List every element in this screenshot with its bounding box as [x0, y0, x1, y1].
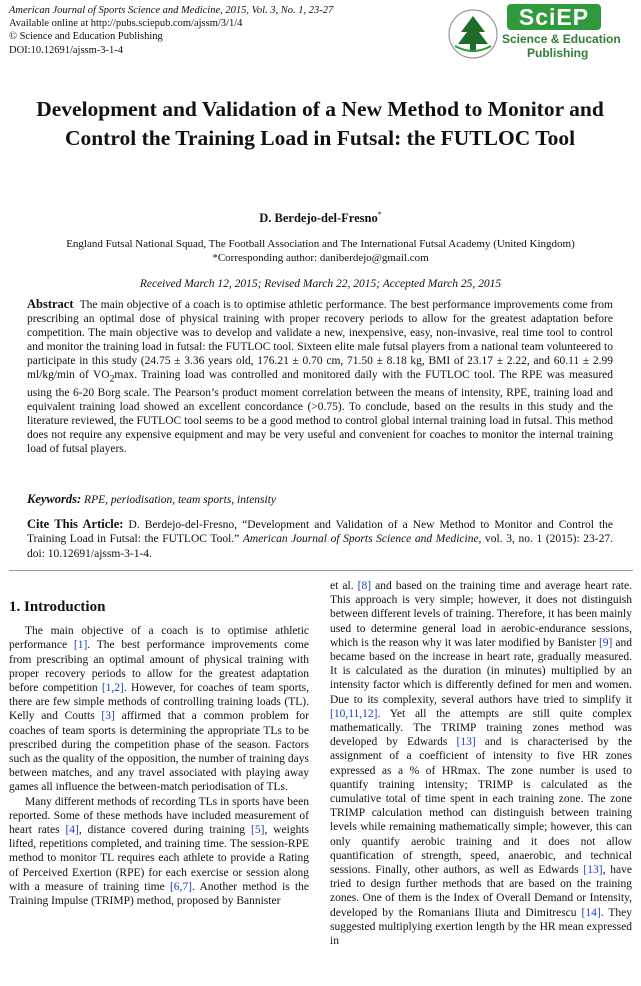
abstract-subscript: 2	[109, 373, 115, 385]
citation-link[interactable]: [5]	[251, 824, 265, 837]
intro-paragraph-2: Many different methods of recording TLs in sports have been reported. Some of these methods have included measurement of heart rates [4], distance covered during training [5], weights lifted, repetitions completed, and training time. The session-RPE method to monitor TL requires each athlete to provide a Rating of Perceived Exertion (RPE) for each exercise or session along with a measure of training time [6,7]. Another method is the Training Impulse (TRIMP) method, proposed by Bannister	[9, 795, 310, 908]
introduction-heading: 1. Introduction	[9, 599, 106, 615]
abstract-text-b: max. Training load was controlled and monitored daily with the FUTLOC tool. The RPE was measured using the 6-20 Borg scale. The Pearson’s product moment correlation between the means of intensity, RPE, training load and equivalent training load showed an excellent concordance (>0.75). To conclude, based on the results in this study and the literature reviewed, the FUTLOC tool seems to be a good method to control global internal training load in futsal. This method does not require any expensive equipment and may be very useful and convenient for coaches to monitor the internal training load of futsal players.	[27, 369, 614, 456]
brand-name: SciEP	[507, 4, 601, 30]
affiliation: England Futsal National Squad, The Football Association and The International Futsal Academy (United Kingdom)	[66, 238, 575, 250]
abstract	[27, 297, 613, 456]
citation-link[interactable]: [4]	[65, 824, 79, 837]
copyright-line: © Science and Education Publishing	[9, 31, 163, 43]
abstract-label: Abstract	[27, 297, 74, 311]
citation-link[interactable]: [3]	[101, 710, 115, 723]
citation-link[interactable]: [6,7]	[169, 880, 192, 893]
intro-paragraph-3: et al. [8] and based on the training time and average heart rate. This approach is very simple; however, it does not distinguish between different levels of training. Therefore, it has been mainly used to determine general load in aerobic-endurance sessions, which is the reason why it was later modified by Banister [9] and became based on the increase in heart rate, gradually measured. It is calculated as the duration (in minutes) multiplied by an intensity factor which is differently defined for men and women. Due to its complexity, several authors have tried to simplify it [10,11,12]. Yet all the attempts are still quite complex mathematically. The TRIMP training zones method was developed by Edwards [13] and is characterised by the assignment of a coefficient of intensity to five HR zones expressed as a % of HRmax. The zone number is used to quantify training intensity; TRIMP is calculated as the cumulative total of time spent in each training zone. The zone TRIMP calculation method can distinguish between training levels while remaining mathematically simple; however, this can only quantify aerobic training and it does not allow quantification of strength, speed, anaerobic, and technical sessions. Finally, other authors, as well as Edwards [13], have tried to design further methods that are based on the training zones. One of them is the Index of Overall Demand or Intensity, developed by the Romanians Iliuta and Dimitrescu [14]. They suggested multiplying exertion length by the HR mean expressed in	[330, 580, 633, 948]
journal-citation: American Journal of Sports Science and Medicine, 2015, Vol. 3, No. 1, 23-27	[9, 5, 334, 16]
right-column	[330, 579, 632, 948]
submission-dates: Received March 12, 2015; Revised March 22, 2015; Accepted March 25, 2015	[139, 278, 502, 290]
keywords-text: RPE, periodisation, team sports, intensity	[84, 494, 277, 506]
abstract-text-a: The main objective of a coach is to optimise athletic performance. The best performance improvements come from prescribing an optimal dose of physical training with proper recovery periods to allow for the greatest adaptation before competition. The main objective was to develop and validate a new, inexpensive, easy, non-invasive, real time tool to control and monitor the training load in futsal: the FUTLOC tool. Sixteen elite male futsal players from a national team volunteered to participate in this study (24.75 ± 3.36 years old, 176.21 ± 0.70 cm, 71.50 ± 8.18 kg, BMI of 23.17 ± 2.22, and 60.11 ± 2.99 ml/kg/min of VO	[27, 299, 613, 381]
available-online-link[interactable]: Available online at http://pubs.sciepub.com/ajssm/3/1/4	[9, 18, 243, 30]
tree-logo-icon	[447, 8, 499, 60]
keywords	[27, 492, 613, 507]
cite-label: Cite This Article:	[27, 517, 124, 531]
left-column	[9, 600, 309, 908]
cite-this-article	[27, 517, 613, 561]
citation-link[interactable]: [9]	[598, 636, 613, 649]
keywords-label: Keywords:	[27, 492, 82, 506]
paper-title: Development and Validation of a New Method to Monitor and Control the Training Load in Futsal: the FUTLOC Tool	[36, 97, 604, 150]
corresponding-author: *Corresponding author: daniberdejo@gmail.com	[212, 251, 429, 264]
citation-link[interactable]: [8]	[357, 580, 372, 592]
citation-link[interactable]: [13]	[456, 736, 476, 749]
section-divider	[9, 570, 633, 571]
intro-paragraph-1: The main objective of a coach is to optimise athletic performance [1]. The best performance improvements come from prescribing an optimal amount of physical training with proper recovery periods to allow for the greatest adaptation before competition [1,2]. However, for coaches of team sports, there are few simple methods of controlling training loads (TL). Kelly and Coutts [3] affirmed that a common problem for coaches of team sports is determining the appropriate TLs to be prescribed during the competition phase of the season. Factors such as the quality of the opposition, the number of training days between matches, and any travel associated with playing away games all influence the between-match periodisation of TLs.	[9, 625, 309, 794]
cite-text-a: D. Berdejo-del-Fresno, “Development and Validation of a New Method to Monitor and Control the Training Load in Futsal: the FUTLOC Tool.”	[27, 519, 613, 546]
cite-journal: American Journal of Sports Science and Medicine	[242, 533, 479, 546]
journal-header	[9, 4, 429, 57]
citation-link[interactable]: [10,11,12]	[330, 707, 378, 720]
author-mark: *	[377, 210, 382, 219]
author-line	[0, 210, 641, 226]
brand-tagline-2: Publishing	[527, 46, 589, 60]
citation-link[interactable]: [13]	[583, 864, 603, 877]
citation-link[interactable]: [1]	[73, 639, 88, 652]
cite-text-b: , vol. 3, no. 1 (2015): 23-27. doi: 10.12691/ajssm-3-1-4.	[27, 533, 614, 560]
brand-tagline-1: Science & Education	[502, 32, 621, 46]
sciep-logo	[447, 2, 637, 62]
citation-link[interactable]: [14]	[581, 906, 601, 919]
author-name: D. Berdejo-del-Fresno	[259, 211, 378, 226]
citation-link[interactable]: [1,2]	[101, 682, 124, 695]
affiliation-block	[0, 238, 641, 265]
doi-line: DOI:10.12691/ajssm-3-1-4	[9, 44, 124, 56]
